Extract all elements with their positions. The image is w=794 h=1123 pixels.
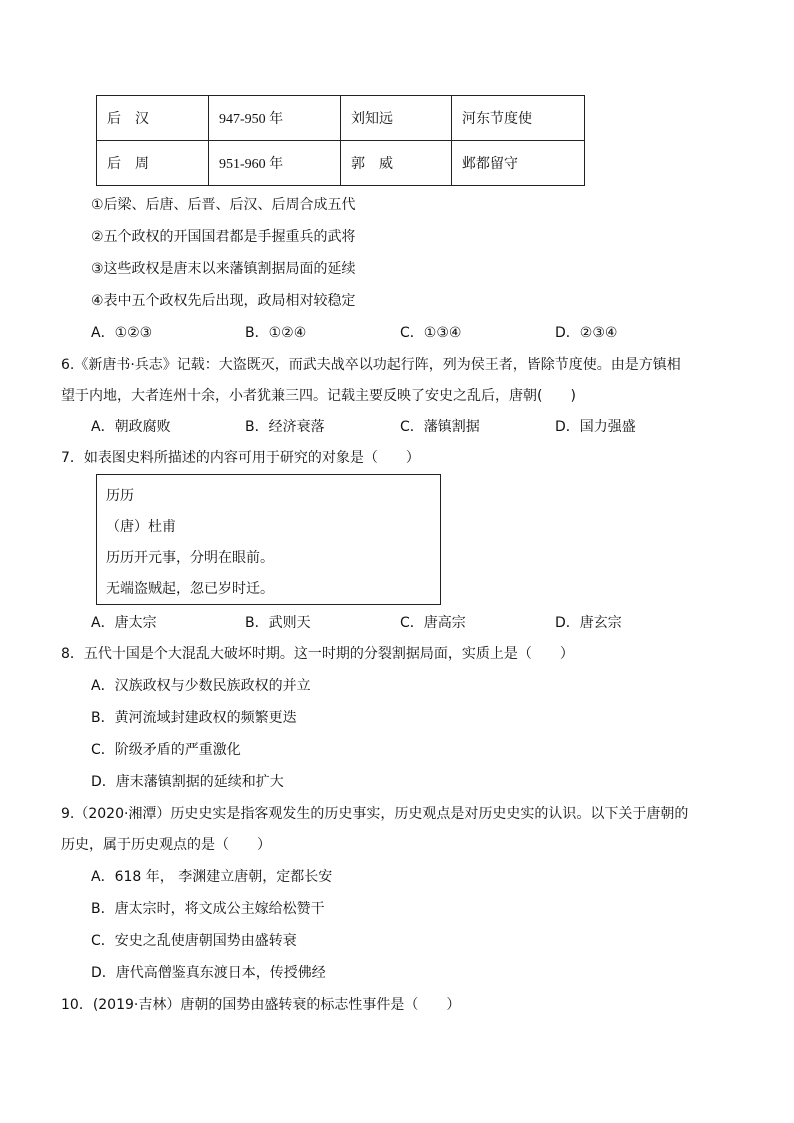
q7-option-c: C．唐高宗 — [400, 615, 466, 631]
q8-option-b: B．黄河流域封建政权的频繁更迭 — [91, 710, 297, 726]
q6-option-a: A．朝政腐败 — [91, 419, 171, 435]
table-cell-dynasty: 后 汉 — [97, 96, 209, 141]
table-cell-founder: 刘知远 — [341, 96, 452, 141]
q5-option-c: C．①③④ — [400, 325, 462, 341]
q6-stem-line1: 6.《新唐书·兵志》记载：大盗既灭，而武夫战卒以功起行阵，列为侯王者，皆除节度使。由是方镇相 — [61, 357, 681, 373]
statement-3: ③这些政权是唐末以来藩镇割据局面的延续 — [91, 261, 356, 277]
dynasty-table — [96, 95, 585, 186]
statement-1: ①后梁、后唐、后晋、后汉、后周合成五代 — [91, 197, 356, 213]
poem-line: 历历开元事，分明在眼前。 — [106, 550, 274, 566]
q9-option-c: C．安史之乱使唐朝国势由盛转衰 — [91, 933, 297, 949]
q5-option-b: B．①②④ — [245, 325, 307, 341]
table-cell-dynasty: 后 周 — [97, 141, 209, 186]
q7-option-a: A．唐太宗 — [91, 615, 157, 631]
q8-option-c: C．阶级矛盾的严重激化 — [91, 742, 241, 758]
q5-option-a: A．①②③ — [91, 325, 153, 341]
q9-option-d: D．唐代高僧鉴真东渡日本，传授佛经 — [91, 965, 326, 981]
q7-option-d: D．唐玄宗 — [555, 615, 622, 631]
q9-option-b: B．唐太宗时，将文成公主嫁给松赞干 — [91, 901, 325, 917]
q9-stem-line2: 历史，属于历史观点的是（ ） — [61, 837, 271, 853]
poem-line: 无端盗贼起，忽已岁时迁。 — [106, 581, 274, 597]
table-row — [97, 141, 585, 186]
q9-stem-line1: 9.（2020·湘潭）历史史实是指客观发生的历史事实，历史观点是对历史史实的认识。以下关于唐朝的 — [61, 806, 689, 822]
table-cell-years: 951-960 年 — [209, 141, 341, 186]
q7-option-b: B．武则天 — [245, 615, 311, 631]
poem-title: 历历 — [106, 488, 134, 504]
table-cell-years: 947-950 年 — [209, 96, 341, 141]
table-cell-position: 邺都留守 — [452, 141, 585, 186]
q8-stem: 8．五代十国是个大混乱大破坏时期。这一时期的分裂割据局面，实质上是（ ） — [61, 646, 574, 662]
q7-stem: 7．如表图史料所描述的内容可用于研究的对象是（ ） — [61, 450, 420, 466]
poem-box — [96, 474, 441, 605]
q6-stem-line2: 望于内地，大者连州十余，小者犹兼三四。记载主要反映了安史之乱后，唐朝( ) — [61, 388, 576, 404]
q6-option-c: C．藩镇割据 — [400, 419, 480, 435]
q10-stem: 10．(2019·吉林）唐朝的国势由盛转衰的标志性事件是（ ） — [61, 997, 461, 1013]
q6-option-d: D．国力强盛 — [555, 419, 636, 435]
table-cell-position: 河东节度使 — [452, 96, 585, 141]
statement-2: ②五个政权的开国国君都是手握重兵的武将 — [91, 229, 356, 245]
q6-option-b: B．经济衰落 — [245, 419, 325, 435]
statement-4: ④表中五个政权先后出现，政局相对较稳定 — [91, 293, 356, 309]
table-row — [97, 96, 585, 141]
poem-author: （唐）杜甫 — [106, 519, 176, 535]
q8-option-a: A．汉族政权与少数民族政权的并立 — [91, 678, 311, 694]
q9-option-a: A．618 年， 李渊建立唐朝，定都长安 — [91, 869, 333, 885]
table-cell-founder: 郭 威 — [341, 141, 452, 186]
q5-option-d: D．②③④ — [555, 325, 618, 341]
q8-option-d: D．唐末藩镇割据的延续和扩大 — [91, 774, 284, 790]
